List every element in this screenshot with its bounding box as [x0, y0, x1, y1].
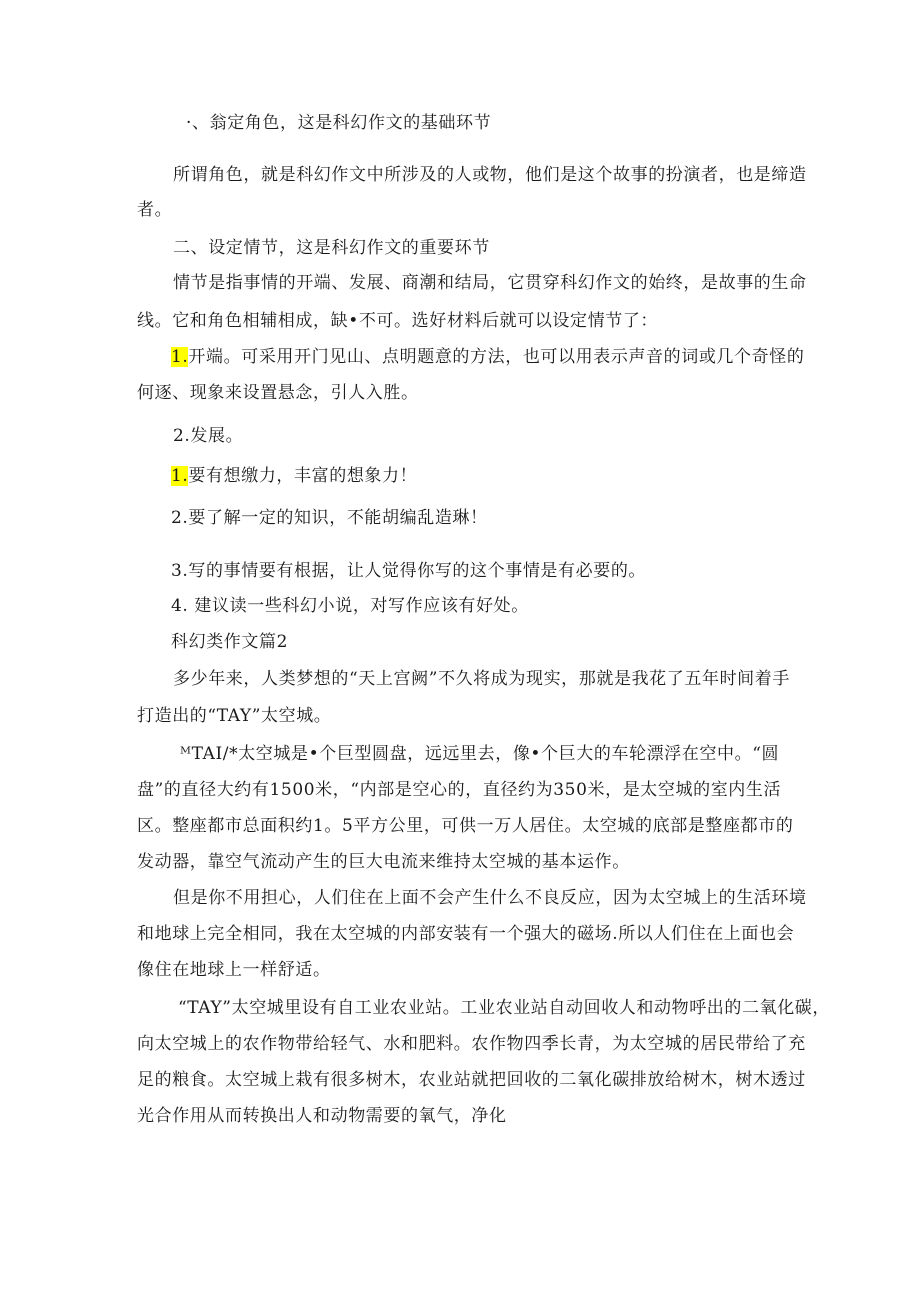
paragraph-2-line-2: 线。它和角色相辅相成，缺•不可。选好材料后就可以设定情节了：	[137, 311, 659, 331]
highlighted-number: 1.	[171, 466, 189, 486]
tip-1-text: 要有想缴力，丰富的想象力！	[188, 466, 418, 486]
tip-1	[171, 465, 417, 487]
essay-paragraph-2-line-3: 区。整座都市总面积约1。5平方公里，可供一万人居住。太空城的底部是整座都市的	[137, 816, 794, 836]
paragraph-1-line-1: 所谓角色，就是科幻作文中所涉及的人或物，他们是这个故事的扮演者，也是缔造	[173, 165, 807, 185]
tip-3: 3.写的事情要有根据，让人觉得你写的这个事情是有必要的。	[171, 561, 647, 581]
essay-title: 科幻类作文篇2	[171, 632, 289, 652]
essay-paragraph-3-line-3: 像住在地球上一样舒适。	[137, 960, 331, 980]
list-item-2: 2.发展。	[173, 426, 244, 446]
tip-4: 4. 建议读一些科幻小说，对写作应该有好处。	[171, 596, 529, 616]
highlighted-number: 1.	[171, 347, 189, 367]
essay-paragraph-4-line-1: “TAY”太空城里设有自工业农业站。工业农业站自动回收人和动物呼出的二氧化碳，	[178, 998, 830, 1018]
tip-2: 2.要了解一定的知识，不能胡编乱造琳！	[171, 508, 488, 528]
essay-paragraph-3-line-1: 但是你不用担心，人们住在上面不会产生什么不良反应，因为太空城上的生活环境	[173, 888, 807, 908]
list-item-1-line-1	[171, 346, 804, 368]
paragraph-2-line-1: 情节是指事情的开端、发展、商潮和结局，它贯穿科幻作文的始终，是故事的生命	[173, 273, 807, 293]
essay-paragraph-2-line-2: 盘”的直径大约有1500米，“内部是空心的，直径约为350米，是太空城的室内生活	[137, 780, 782, 800]
list-item-1-line-2: 何逐、现象来设置悬念，引人入胜。	[137, 383, 419, 403]
essay-paragraph-2-line-4: 发动器，靠空气流动产生的巨大电流来维持太空城的基本运作。	[137, 852, 630, 872]
section-heading-2: 二、设定情节，这是科幻作文的重要环节	[173, 238, 490, 258]
essay-paragraph-3-line-2: 和地球上完全相同，我在太空城的内部安装有一个强大的磁场.所以人们住在上面也会	[137, 924, 795, 944]
essay-paragraph-1-line-1: 多少年来，人类梦想的“天上宫阙”不久将成为现实，那就是我花了五年时间着手	[173, 669, 790, 689]
essay-paragraph-2-line-1: ᴹTAI/*太空城是•个巨型圆盘，远远里去，像•个巨大的车轮漂浮在空中。“圆	[180, 744, 780, 764]
essay-paragraph-4-line-3: 足的粮食。太空城上栽有很多树木，农业站就把回收的二氧化碳排放给树木，树木透过	[137, 1070, 806, 1090]
essay-paragraph-4-line-2: 向太空城上的农作物带给轻气、水和肥料。农作物四季长青，为太空城的居民带给了充	[137, 1034, 806, 1054]
paragraph-1-line-2: 者。	[137, 200, 173, 220]
essay-paragraph-1-line-2: 打造出的“TAY”太空城。	[137, 706, 332, 726]
essay-paragraph-4-line-4: 光合作用从而转换出人和动物需要的氧气，净化	[137, 1106, 507, 1126]
section-heading-1: ·、翁定角色，这是科幻作文的基础环节	[186, 113, 492, 133]
list-item-1-text: 开端。可采用开门见山、点明题意的方法，也可以用表示声音的词或几个奇怪的	[188, 347, 805, 367]
